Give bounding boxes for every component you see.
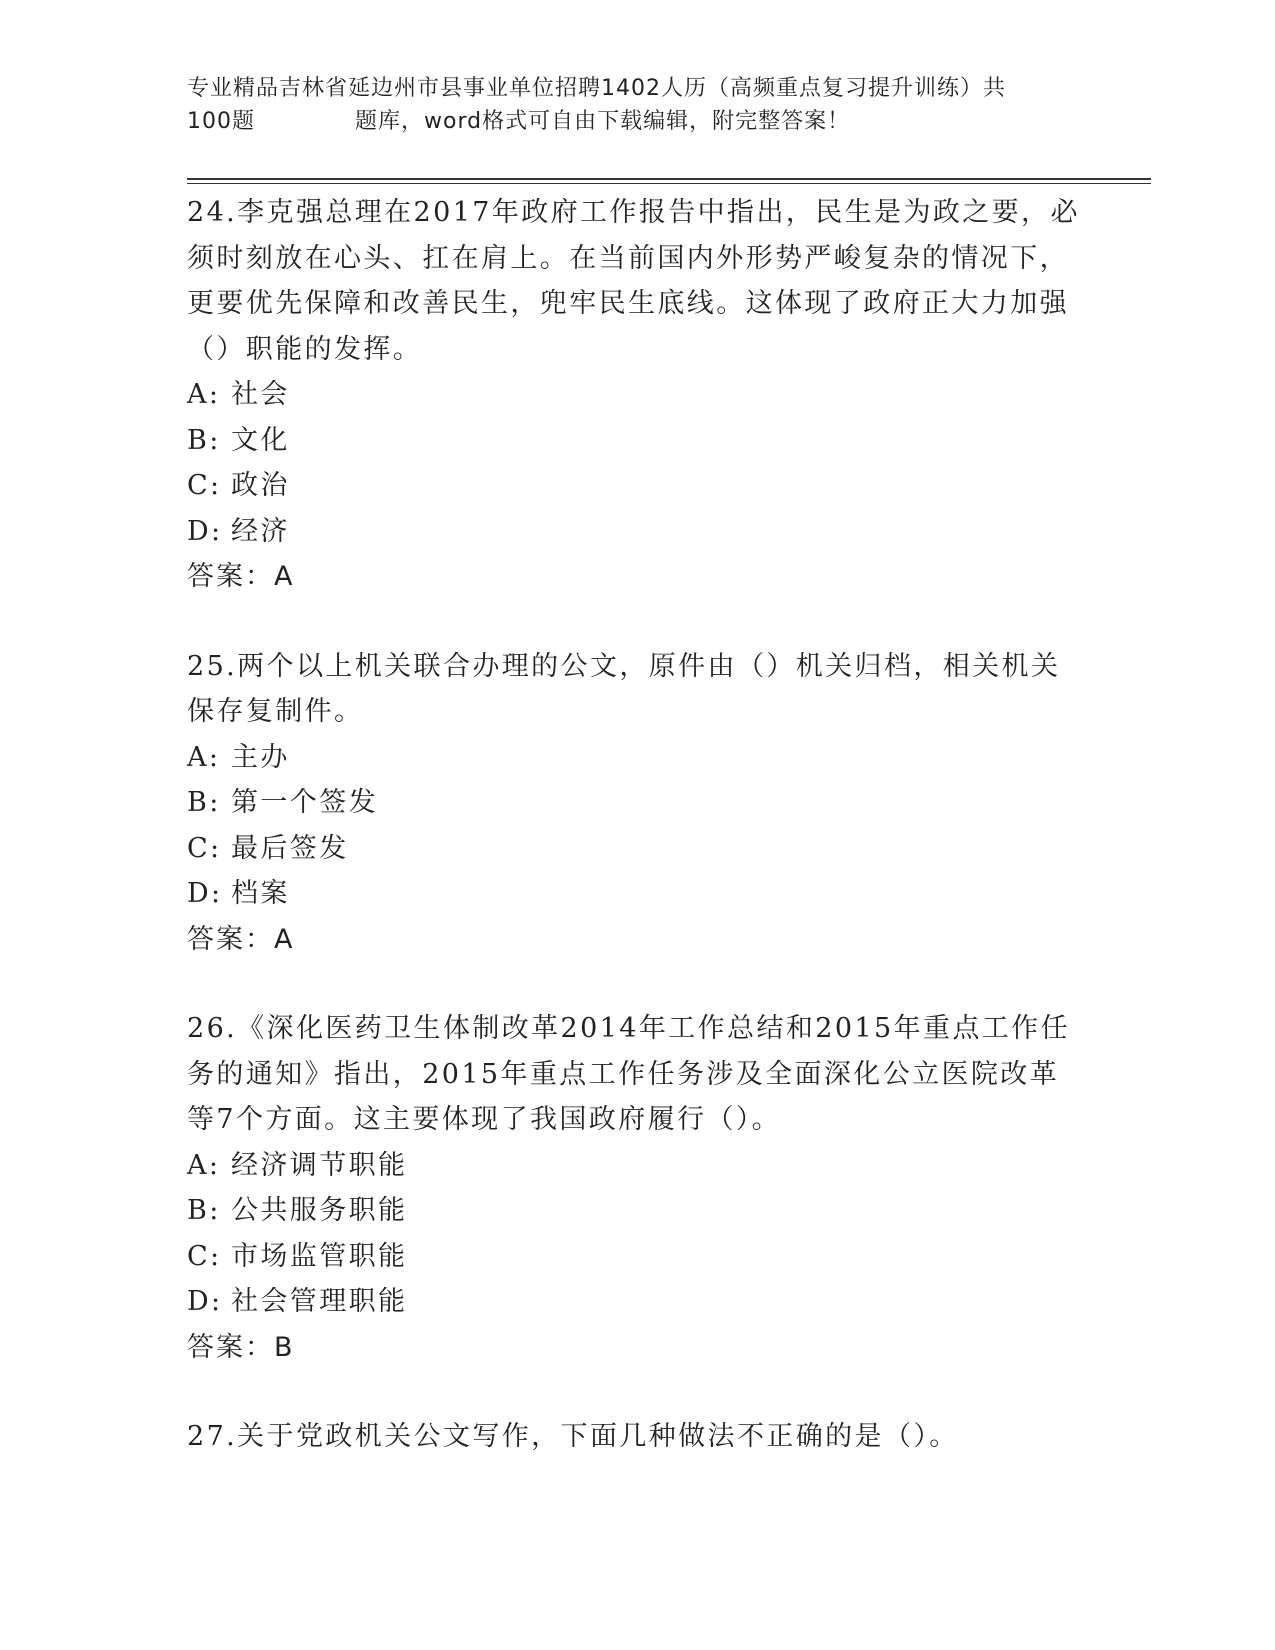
option-key: D:	[187, 878, 223, 909]
question-number: 26.	[187, 1013, 238, 1044]
option-a	[187, 1143, 1087, 1189]
option-key: B:	[187, 787, 221, 818]
option-text: 政治	[231, 470, 290, 501]
question-text	[187, 190, 1087, 372]
answer-value: A	[274, 561, 295, 592]
header-rule-thick	[187, 178, 1151, 180]
answer-label: 答案：	[187, 561, 274, 592]
answer-value: A	[274, 923, 295, 955]
option-key: A:	[187, 1149, 221, 1181]
option-key: C:	[187, 832, 222, 864]
option-c	[187, 826, 1087, 872]
option-text: 市场监管职能	[231, 1240, 408, 1272]
document-header	[187, 72, 1087, 138]
answer-label: 答案：	[187, 923, 274, 955]
question-body: 关于党政机关公文写作，下面几种做法不正确的是（）。	[237, 1421, 959, 1452]
option-text: 公共服务职能	[231, 1195, 408, 1226]
header-rule-thin	[187, 183, 1151, 184]
answer-line	[187, 554, 1087, 600]
question-number: 25.	[187, 650, 238, 682]
question-number: 24.	[187, 197, 238, 228]
option-text: 文化	[231, 424, 290, 456]
option-key: D:	[187, 515, 223, 547]
option-text: 最后签发	[231, 832, 349, 864]
option-text: 社会管理职能	[231, 1286, 408, 1317]
option-text: 档案	[231, 878, 290, 909]
option-a	[187, 735, 1087, 781]
option-d	[187, 509, 1087, 555]
option-text: 经济调节职能	[231, 1149, 408, 1181]
question-item	[187, 644, 1087, 963]
option-key: D:	[187, 1286, 223, 1317]
answer-value: B	[274, 1331, 295, 1363]
option-b	[187, 780, 1087, 826]
question-item	[187, 190, 1087, 600]
question-item	[187, 1006, 1087, 1370]
header-description: 题库，word格式可自由下载编辑，附完整答案！	[355, 109, 851, 134]
option-key: B:	[187, 1195, 221, 1226]
option-text: 第一个签发	[231, 787, 378, 818]
option-key: C:	[187, 1240, 222, 1272]
option-key: A:	[187, 741, 221, 773]
question-text	[187, 1414, 1087, 1460]
option-a	[187, 372, 1087, 418]
option-d	[187, 871, 1087, 917]
option-text: 社会	[231, 379, 290, 410]
option-key: A:	[187, 379, 221, 410]
option-key: B:	[187, 424, 221, 456]
question-item	[187, 1414, 1087, 1460]
question-text	[187, 644, 1087, 735]
option-c	[187, 1234, 1087, 1280]
header-count: 100题	[187, 109, 255, 134]
question-body: 两个以上机关联合办理的公文，原件由（）机关归档，相关机关保存复制件。	[187, 650, 1061, 727]
option-key: C:	[187, 470, 222, 501]
header-subtitle-line	[187, 105, 1087, 138]
header-title-line: 专业精品吉林省延边州市县事业单位招聘1402人历（高频重点复习提升训练）共	[187, 76, 1006, 101]
answer-line	[187, 917, 1087, 963]
answer-line	[187, 1325, 1087, 1371]
option-c	[187, 463, 1087, 509]
option-b	[187, 418, 1087, 464]
question-list	[187, 190, 1087, 1504]
option-text: 主办	[231, 741, 290, 773]
question-number: 27.	[187, 1421, 238, 1452]
question-body: 李克强总理在2017年政府工作报告中指出，民生是为政之要，必须时刻放在心头、扛在肩上。在当前国内外形势严峻复杂的情况下，更要优先保障和改善民生，兜牢民生底线。这体现了政府正大力加强（）职能的发挥。	[187, 197, 1080, 365]
option-text: 经济	[231, 515, 290, 547]
option-b	[187, 1188, 1087, 1234]
option-d	[187, 1279, 1087, 1325]
answer-label: 答案：	[187, 1331, 274, 1363]
question-text	[187, 1006, 1087, 1143]
question-body: 《深化医药卫生体制改革2014年工作总结和2015年重点工作任务的通知》指出，2015年重点工作任务涉及全面深化公立医院改革等7个方面。这主要体现了我国政府履行（）。	[187, 1013, 1070, 1135]
